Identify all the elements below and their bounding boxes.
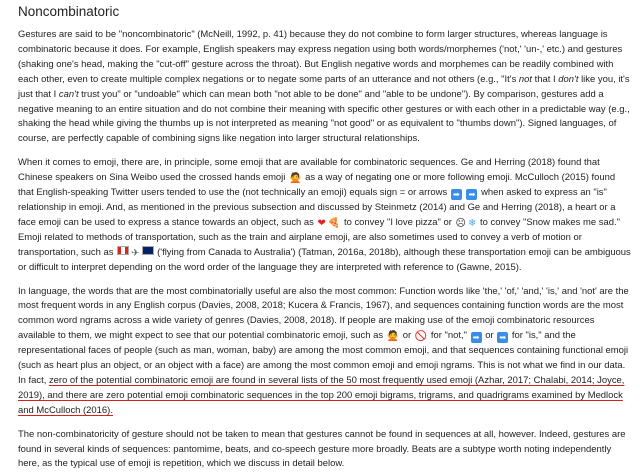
p3-text-a: In language, the words that are the most combinatorially useful are also the most common: Function words like 'the,' 'of,' 'and,' 'is,' and 'not' are the most frequent words in any English corpus (Davies, 2008, 2018; Kucera & Francis, 1967), and sequences containing function words are the most common word ngrams across a wide variety of genres (Davies, 2008, 2018). If people are making use of the emoji combinatoric resources available to them, we might expect to see that our potential combinatoric emoji, such as <box>18 285 629 342</box>
p3-or: or <box>400 330 414 342</box>
p2-text-c: when asked to express an "is" relationship in emoji. And, as mentioned in the previous subsection and discussed by Steinmetz (2014) and Ge and Herring (2018), a heart or a face emoji can be used to express a stance towards an object, such as <box>18 187 616 228</box>
pizza-icon: 🍕 <box>327 217 341 229</box>
section-heading: Noncombinatoric <box>18 4 120 19</box>
italic-dont: don't <box>558 73 579 85</box>
crossed-hands-emoji-icon: 🙅 <box>386 331 400 343</box>
airplane-icon: ✈ <box>131 247 140 259</box>
p1-text-c: like you, it's just that I <box>18 73 630 100</box>
red-underlined-passage: zero of the potential combinatoric emoji are found in several lists of the 50 most frequently used emoji (Azhar, 2017; Chalabi, 2014; Joyce, 2019), and there are zero potential emoji combinatoric sequences in the top 200 emoji bigrams, trigrams, and quadrigrams examined by Medlock and McCulloch (2016). <box>18 374 625 416</box>
paragraph-2 <box>18 156 631 275</box>
canada-flag-icon <box>117 246 129 255</box>
p2-text-f: ('flying from Canada to Australia') (Tatman, 2016a, 2018b), although these transportation emoji can be ambiguous or difficult to interpret depending on the word order of the language they are interpreted with reference to (Gawne, 2015). <box>18 246 631 273</box>
italic-cant: can't <box>58 88 79 100</box>
sad-face-icon: ☹ <box>455 217 466 229</box>
arrow-right-icon: ➡ <box>471 332 482 343</box>
p2-text-e: to convey "Snow makes me sad." Emoji related to methods of transportation, such as the train and airplane emoji, are also sometimes used to convey a verb of motion or transportation, such as <box>18 216 620 258</box>
paragraph-1 <box>18 28 631 147</box>
p3-text-c: for "is," and the representational faces of people (such as man, woman, baby) are among the most common emoji, and that sequences containing functional emoji (such as heart plus an object, or an object with a face) are among the most common emoji and emoji ngrams. This is not what we find in our data. In fact, <box>18 330 629 386</box>
crossed-hands-emoji-icon: 🙅 <box>289 173 302 185</box>
italic-not: not <box>518 73 533 85</box>
no-sign-icon: 🚫 <box>414 331 428 343</box>
p2-text-d: to convey "I love pizza" or <box>341 216 455 228</box>
p1-text-b: that I <box>532 73 559 85</box>
p3-text-b: for "not," <box>428 330 470 342</box>
arrow-right-icon: ➡ <box>466 189 477 200</box>
heart-icon: ❤ <box>317 217 326 229</box>
australia-flag-icon <box>142 246 154 255</box>
p2-text-b: as a way of negating one or more following emoji. McCulloch (2015) found that English-speaking Twitter users tended to use the (not technically an emoji) equals sign = or arrows <box>18 172 616 199</box>
paragraph-4: The non-combinatoricity of gesture should not be taken to mean that gestures cannot be found in sequences at all, however. Indeed, gestures are found in several kinds of sequences: pantomime, beats, and co-speech gesture more broadly. Beats are a subtype worth noting independently here, as the typical use of emoji is repetition, which we discuss in detail below. <box>18 428 626 470</box>
p3-or-2: or <box>482 330 497 342</box>
p2-text-a: When it comes to emoji, there are, in principle, some emoji that are available for combinatoric sequences. Ge and Herring (2018) found that Chinese speakers on Sina Weibo used the crossed hands emoji <box>18 157 600 184</box>
p1-text-d: trust you" or "undoable" which can mean both "not able to be done" and "able to be undone"). By comparison, gestures add a negative meaning to an entire situation and do not combine their meaning with specific other gestures or with each other in a predictable way (e.g., shaking the head while giving the thumbs up is not interpreted as meaning "not good" or as equivalent to "thumbs down"). Signed languages, of course, are perfectly capable of combining signs like negation into larger structural relationships. <box>18 88 630 145</box>
arrow-right-icon: ➡ <box>451 189 462 200</box>
paragraph-3 <box>18 285 631 419</box>
snowflake-icon: ❄ <box>467 217 477 229</box>
p1-text: Gestures are said to be "noncombinatoric" (McNeill, 1992, p. 41) because they do not combine to form larger structures, whereas language is combinatoric because it does. For example, English speakers may express negation using both words/morphemes ('not,' 'un-,' etc.) and gestures (shaking one's head, making the "cut-off" gesture across the throat). But English negative words and morphemes can be readily combined with each other, even to create multiple complex negations or to negate some parts of an utterance and not others (e.g., "It's <box>18 29 623 85</box>
arrow-right-icon: ➡ <box>497 332 508 343</box>
